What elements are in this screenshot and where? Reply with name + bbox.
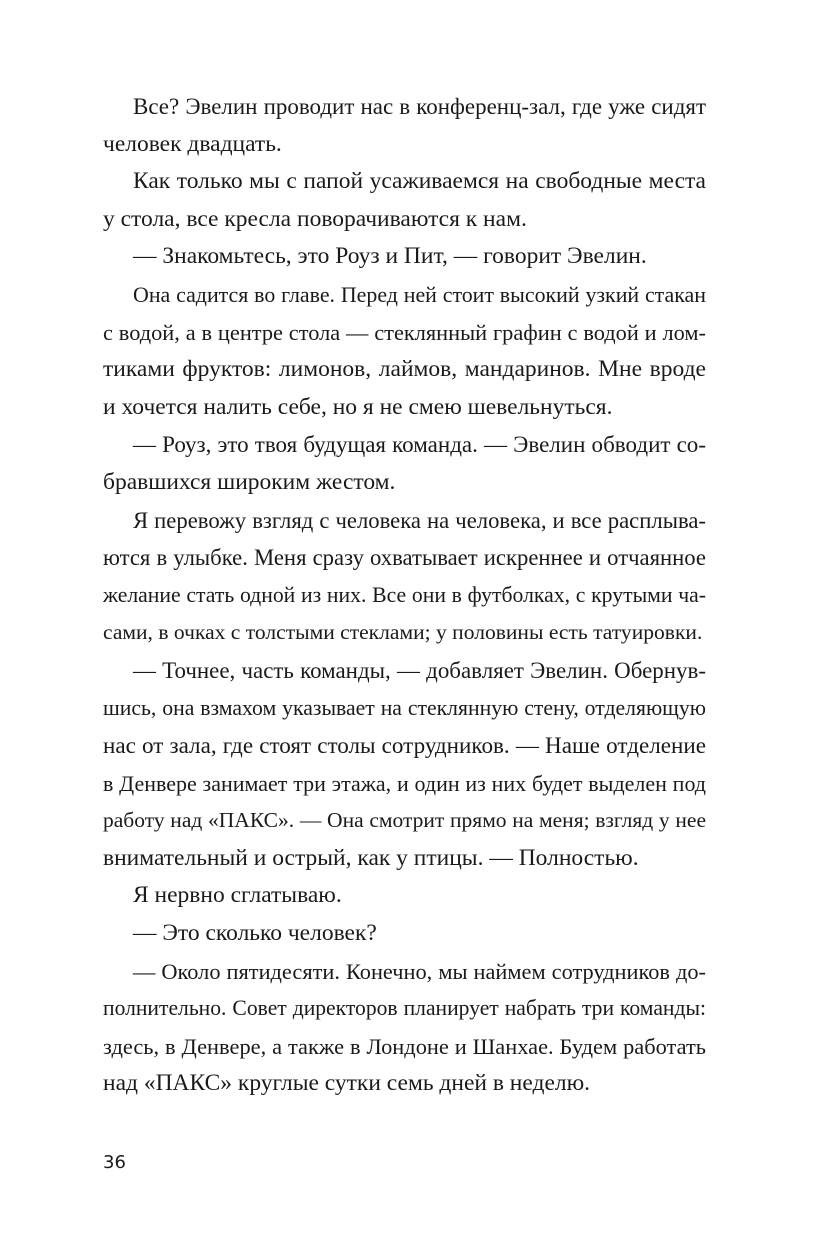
page-number: 36 (103, 1152, 126, 1173)
text-line: — Это сколько человек? (133, 920, 377, 947)
text-line: Все? Эвелин проводит нас в конференц-зал, где уже сидят (133, 94, 706, 119)
text-line: над «ПАКС» круглые сутки семь дней в неделю. (103, 1070, 591, 1097)
text-line: работу над «ПАКС». — Она смотрит прямо на меня; взгляд у нее (103, 808, 706, 833)
text-line: Я нервно сглатываю. (133, 882, 342, 909)
text-line: в Денвере занимает три этажа, и один из них будет выделен под (103, 770, 706, 796)
text-line: желание стать одной из них. Все они в футболках, с крутыми ча- (103, 582, 706, 607)
text-line: — Точнее, часть команды, — добавляет Эвелин. Обернув- (133, 657, 706, 683)
text-line: — Знакомьтесь, это Роуз и Пит, — говорит Эвелин. (133, 243, 647, 270)
text-line: полнительно. Совет директоров планирует набрать три команды: (103, 996, 706, 1021)
text-line: внимательный и острый, как у птицы. — Полностью. (103, 844, 639, 871)
text-line: нас от зала, где стоят столы сотрудников. — Наше отделение (103, 732, 706, 759)
text-line: ются в улыбке. Меня сразу охватывает искреннее и отчаянное (103, 545, 706, 571)
text-line: шись, она взмахом указывает на стеклянную стену, отделяющую (103, 695, 706, 720)
text-line: сами, в очках с толстыми стеклами; у половины есть татуировки. (103, 620, 703, 645)
body-text (103, 88, 706, 1103)
text-line: у стола, все кресла поворачиваются к нам. (103, 205, 527, 232)
text-line: Я перевожу взгляд с человека на человека, и все расплыва- (133, 507, 706, 533)
text-line: с водой, а в центре стола — стеклянный графин с водой и лом- (103, 319, 706, 345)
text-line: Как только мы с папой усаживаемся на свободные места (133, 168, 706, 195)
text-line: здесь, в Денвере, а также в Лондоне и Шанхае. Будем работать (103, 1033, 706, 1059)
text-line: Она садится во главе. Перед ней стоит высокий узкий стакан (133, 281, 706, 307)
text-line: тиками фруктов: лимонов, лаймов, мандаринов. Мне вроде (103, 356, 706, 383)
text-line: бравшихся широким жестом. (103, 468, 396, 495)
text-line: и хочется налить себе, но я не смею шевельнуться. (103, 393, 613, 420)
text-line: — Около пятидесяти. Конечно, мы наймем сотрудников до- (133, 958, 706, 984)
text-line: человек двадцать. (103, 130, 282, 157)
text-line: — Роуз, это твоя будущая команда. — Эвелин обводит со- (133, 431, 706, 458)
